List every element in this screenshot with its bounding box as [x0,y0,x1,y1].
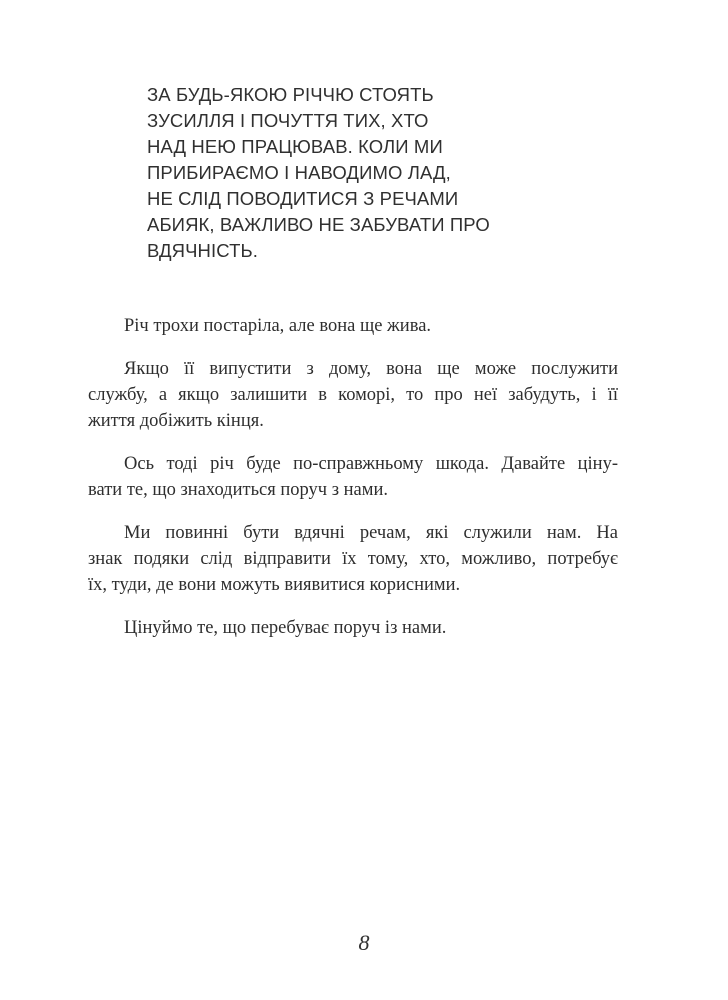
callout-line: АБИЯК, ВАЖЛИВО НЕ ЗАБУВАТИ ПРО [147,214,490,235]
paragraph-line: Ми повинні бути вдячні речам, які служили нам. На [124,523,618,543]
paragraph-line: життя добіжить кінця. [88,411,264,431]
page-number: 8 [358,930,370,955]
callout-line: НЕ СЛІД ПОВОДИТИСЯ З РЕЧАМИ [147,188,459,209]
body-text [88,313,618,658]
paragraph [88,313,618,339]
paragraph-line: їх, туди, де вони можуть виявитися корисними. [88,575,461,595]
callout-line: ВДЯЧНІСТЬ. [147,240,258,261]
paragraph-line: Цінуймо те, що перебуває поруч із нами. [124,618,447,638]
paragraph-line: Якщо її випустити з дому, вона ще може послужити [124,359,618,379]
paragraph [88,520,618,598]
callout-line: ЗУСИЛЛЯ І ПОЧУТТЯ ТИХ, ХТО [147,110,429,131]
callout-quote [147,82,527,264]
paragraph-line: Річ трохи постаріла, але вона ще жива. [124,316,432,336]
paragraph-line: вати те, що знаходиться поруч з нами. [88,480,388,500]
paragraph [88,615,618,641]
paragraph-line: службу, а якщо залишити в коморі, то про неї забудуть, і її [88,385,618,405]
callout-line: ЗА БУДЬ-ЯКОЮ РІЧЧЮ СТОЯТЬ [147,84,434,105]
paragraph [88,451,618,503]
callout-line: ПРИБИРАЄМО І НАВОДИМО ЛАД, [147,162,451,183]
paragraph [88,356,618,434]
paragraph-line: знак подяки слід відправити їх тому, хто, можливо, потребує [88,549,618,569]
paragraph-line: Ось тоді річ буде по-справжньому шкода. Давайте ціну- [124,454,618,474]
callout-line: НАД НЕЮ ПРАЦЮВАВ. КОЛИ МИ [147,136,443,157]
